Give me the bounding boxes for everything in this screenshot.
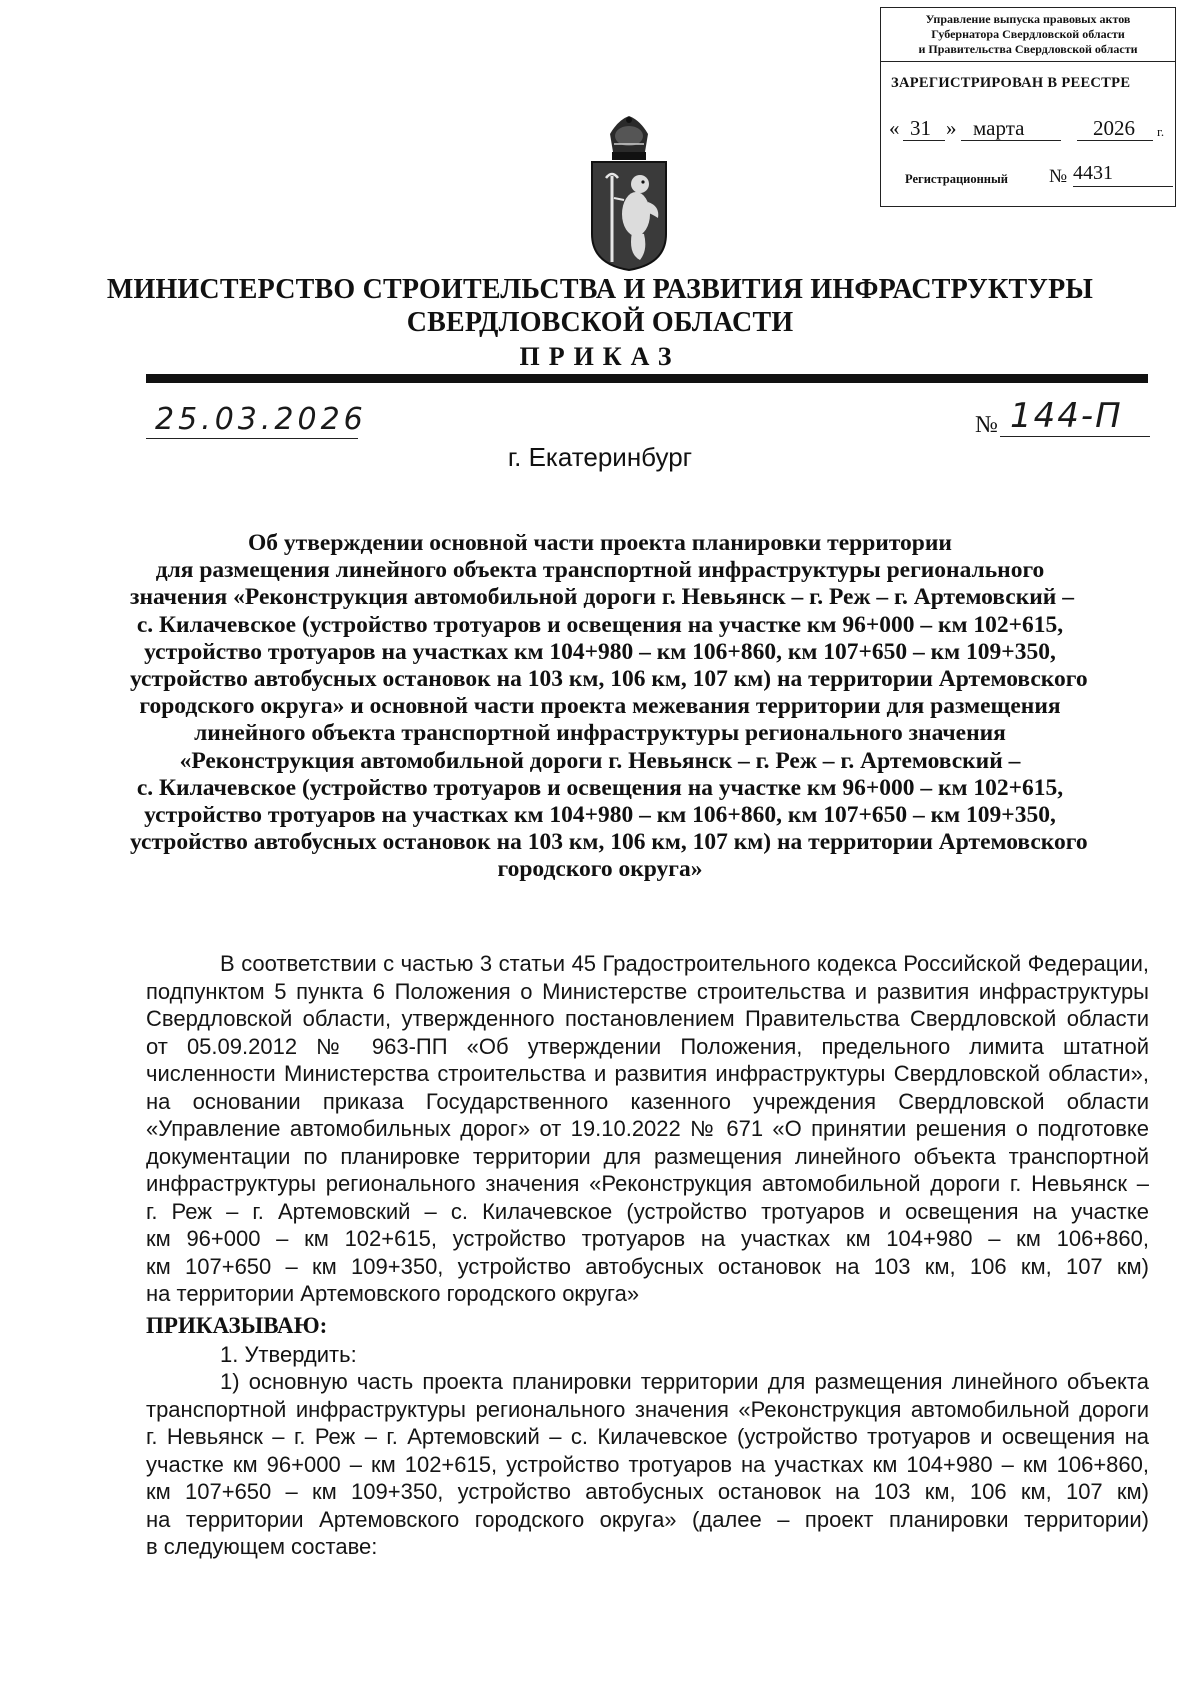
ministry-name-line2: СВЕРДЛОВСКОЙ ОБЛАСТИ [406,307,794,338]
orders-word: ПРИКАЗЫВАЮ: [146,1313,328,1338]
date-underline [146,438,358,439]
title-line: устройство тротуаров на участках км 104+980 – км 106+860, км 107+650 – км 109+350, [144,638,1056,665]
preamble-line: «Управление автомобильных дорог» от 19.10.2022 № 671 «О принятии решения о подготовке [146,1116,1149,1141]
stamp-date [881,116,1177,148]
preamble-line: документации по планировке территории для размещения линейного объекта транспортной [146,1143,1149,1169]
preamble-line: от 05.09.2012 № 963-ПП «Об утверждении Положения, предельного лимита штатной [146,1033,1149,1059]
title-line: значения «Реконструкция автомобильной дороги г. Невьянск – г. Реж – г. Артемовский – [130,584,1074,611]
preamble-line: г. Реж – г. Артемовский – с. Килачевское (устройство тротуаров и освещения на участке [146,1198,1149,1224]
preamble-line: на территории Артемовского городского округа» [146,1281,640,1306]
stamp-header [881,8,1175,62]
preamble-line: км 96+000 – км 102+615, устройство тротуаров на участках км 104+980 – км 106+860, [146,1226,1149,1251]
preamble-line: км 107+650 – км 109+350, устройство автобусных остановок на 103 км, 106 км, 107 км) [146,1253,1149,1279]
stamp-header-line: Управление выпуска правовых актов [925,12,1131,26]
subitem-line: 1) основную часть проекта планировки территории для размещения линейного объекта [220,1369,1149,1394]
subitem-line: км 107+650 – км 109+350, устройство автобусных остановок на 103 км, 106 км, 107 км) [146,1479,1149,1504]
sverdlovsk-coat-of-arms-icon [588,114,670,272]
stamp-month: марта [973,116,1025,140]
stamp-reg-number: 4431 [1073,162,1173,187]
header-rule [146,374,1148,383]
preamble-line: В соответствии с частью 3 статьи 45 Градостроительного кодекса Российской Федерации, [220,951,1149,976]
document-type: ПРИКАЗ [519,342,681,371]
title-line: устройство автобусных остановок на 103 км, 106 км, 107 км) на территории Артемовского [130,666,1088,693]
order-title [130,530,1088,884]
title-line: Об утверждении основной части проекта планировки территории [248,530,952,556]
title-line: «Реконструкция автомобильной дороги г. Невьянск – г. Реж – г. Артемовский – [179,747,1021,774]
subitem-line: транспортной инфраструктуры регионального значения «Реконструкция автомобильной дороги [146,1396,1149,1422]
ministry-name-line1: МИНИСТЕРСТВО СТРОИТЕЛЬСТВА И РАЗВИТИЯ ИНФРАСТРУКТУРЫ [106,274,1094,305]
order-date: 25.03.2026 [155,402,367,437]
stamp-reg-number-label: Регистрационный [905,172,1008,186]
subitem-line: г. Невьянск – г. Реж – г. Артемовский – с. Килачевское (устройство тротуаров и освещения на [146,1424,1149,1449]
preamble-line: численности Министерства строительства и развития инфраструктуры Свердловской области», [146,1061,1149,1086]
stamp-close-quote: » [946,116,957,140]
stamp-day: 31 [910,116,931,140]
registration-stamp [880,7,1176,207]
preamble-line: на основании приказа Государственного казенного учреждения Свердловской области [146,1088,1149,1114]
order-number: 144-П [1010,396,1123,436]
title-line: линейного объекта транспортной инфраструктуры регионального значения [194,720,1006,747]
title-line: устройство тротуаров на участках км 104+980 – км 106+860, км 107+650 – км 109+350, [144,802,1056,829]
subitem-line: на территории Артемовского городского округа» (далее – проект планировки территории) [146,1506,1149,1532]
title-line: с. Килачевское (устройство тротуаров и освещения на участке км 96+000 – км 102+615, [136,774,1064,801]
preamble-line: подпунктом 5 пункта 6 Положения о Министерстве строительства и развития инфраструктуры [146,978,1149,1004]
stamp-header-line: и Правительства Свердловской области [918,42,1138,56]
stamp-year: 2026 [1093,116,1135,140]
subitem-paragraph [146,1368,1149,1561]
preamble-line: инфраструктуры регионального значения «Реконструкция автомобильной дороги г. Невьянск – [146,1171,1149,1196]
title-line: городского округа» [497,856,703,883]
stamp-header-line: Губернатора Свердловской области [931,27,1125,41]
title-line: с. Килачевское (устройство тротуаров и освещения на участке км 96+000 – км 102+615, [136,611,1064,638]
stamp-year-suffix: г. [1157,124,1165,139]
city: г. Екатеринбург [507,442,693,472]
preamble-line: Свердловской области, утвержденного постановлением Правительства Свердловской области [146,1006,1149,1031]
title-line: для размещения линейного объекта транспортной инфраструктуры регионального [155,557,1045,584]
subitem-line: в следующем составе: [146,1534,378,1559]
title-line: устройство автобусных остановок на 103 км, 106 км, 107 км) на территории Артемовского [130,829,1088,856]
order-number-sign: № [975,412,998,438]
title-line: городского округа» и основной части проекта межевания территории для размещения [139,693,1061,720]
preamble-paragraph [146,950,1149,1308]
number-underline [1000,436,1150,437]
stamp-number-sign: № [1049,166,1068,187]
stamp-registered-label: ЗАРЕГИСТРИРОВАН В РЕЕСТРЕ [891,75,1131,91]
stamp-open-quote: « [889,116,900,140]
subitem-line: участке км 96+000 – км 102+615, устройство тротуаров на участках км 104+980 – км 106+860, [146,1451,1149,1477]
crown-icon [610,116,648,160]
item-1: 1. Утвердить: [220,1342,357,1367]
